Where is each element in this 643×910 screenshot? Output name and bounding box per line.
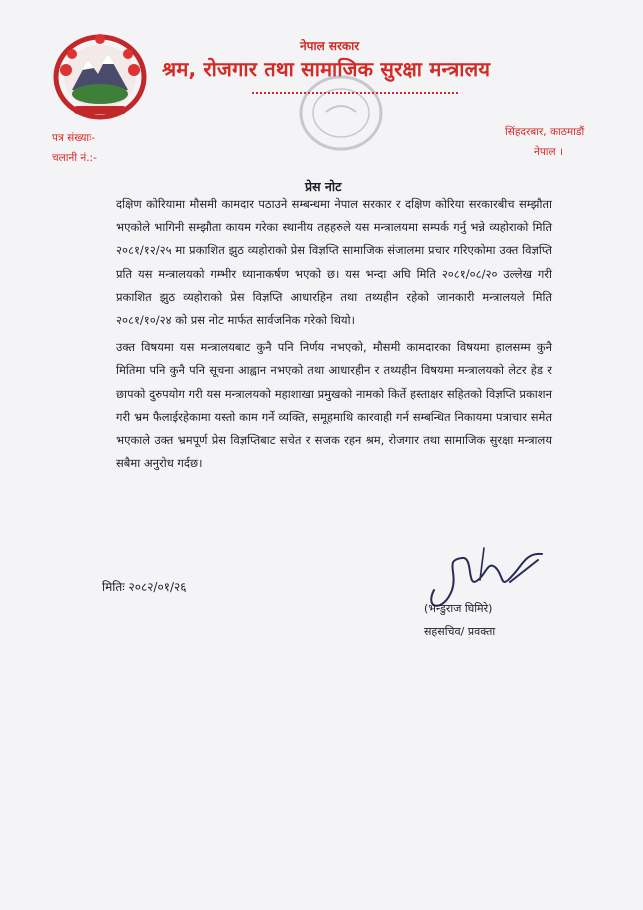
ref-number-label: पत्र संख्याः- — [52, 132, 96, 144]
address-block — [505, 122, 584, 162]
signer-name: (भन्डुराज घिमिरे) — [424, 602, 493, 615]
reference-block — [52, 128, 97, 168]
dispatch-number-label: चलानी नं.:- — [52, 152, 97, 164]
ministry-name: श्रम, रोजगार तथा सामाजिक सुरक्षा मन्त्रालय — [162, 57, 491, 81]
press-note-body — [116, 193, 552, 475]
signer-title: सहसचिव/ प्रवक्ता — [424, 625, 496, 638]
document-title: प्रेस नोट — [305, 179, 342, 194]
government-name: नेपाल सरकार — [300, 39, 360, 53]
address-line-2: नेपाल । — [534, 146, 563, 158]
nepal-emblem-icon — [52, 30, 148, 120]
paragraph-2: उक्त विषयमा यस मन्त्रालयबाट कुनै पनि निर्णय नभएको, मौसमी कामदारका विषयमा हालसम्म कुनै मितिमा पनि कुनै पनि सूचना आह्वान नभएको तथा आधारहीन र तथ्यहीन विषयमा मन्त्रालयको लेटर हेड र छापको दुरुपयोग गरी यस मन्त्रालयको महाशाखा प्रमुखको नामको किर्ते हस्ताक्षर सहितको विज्ञप्ति प्रकाशन गरी भ्रम फैलाईरहेकामा यस्तो काम गर्ने व्यक्ति, समूहमाथि कारवाही गर्न सम्बन्धित निकायमा पत्राचार समेत भएकाले उक्त भ्रमपूर्ण प्रेस विज्ञप्तिबाट सचेत र सजक रहन श्रम, रोजगार तथा सामाजिक सुरक्षा मन्त्रालय सबैमा अनुरोध गर्दछ। — [116, 340, 552, 471]
issue-date: मितिः २०८२/०१/२६ — [102, 580, 187, 594]
address-line-1: सिंहदरबार, काठमाडौं — [505, 126, 585, 138]
faded-office-stamp-icon — [296, 72, 386, 154]
paragraph-1: दक्षिण कोरियामा मौसमी कामदार पठाउने सम्बन्धमा नेपाल सरकार र दक्षिण कोरिया सरकारबीच सम्झौता भएकोले भागिनी सम्झौता कायम गरेका स्थानीय तहहरुले यस मन्त्रालयमा सम्पर्क गर्नु भन्ने व्यहोराको मिति २०८१/१२/२५ मा प्रकाशित झुठ व्यहोराको प्रेस विज्ञप्ति सामाजिक संजालमा प्रचार गरिएकोमा उक्त विज्ञप्ति प्रति यस मन्त्रालयको गम्भीर ध्यानाकर्षण भएको छ। यस भन्दा अघि मिति २०८१/०८/२० उल्लेख गरी प्रकाशित झुठ व्यहोराको प्रेस विज्ञप्ति आधारहिन तथा तथ्यहीन रहेको जानकारी मन्त्रालयले मिति २०८१/१०/२४ को प्रस नोट मार्फत सार्वजनिक गरेको थियो। — [116, 197, 552, 328]
